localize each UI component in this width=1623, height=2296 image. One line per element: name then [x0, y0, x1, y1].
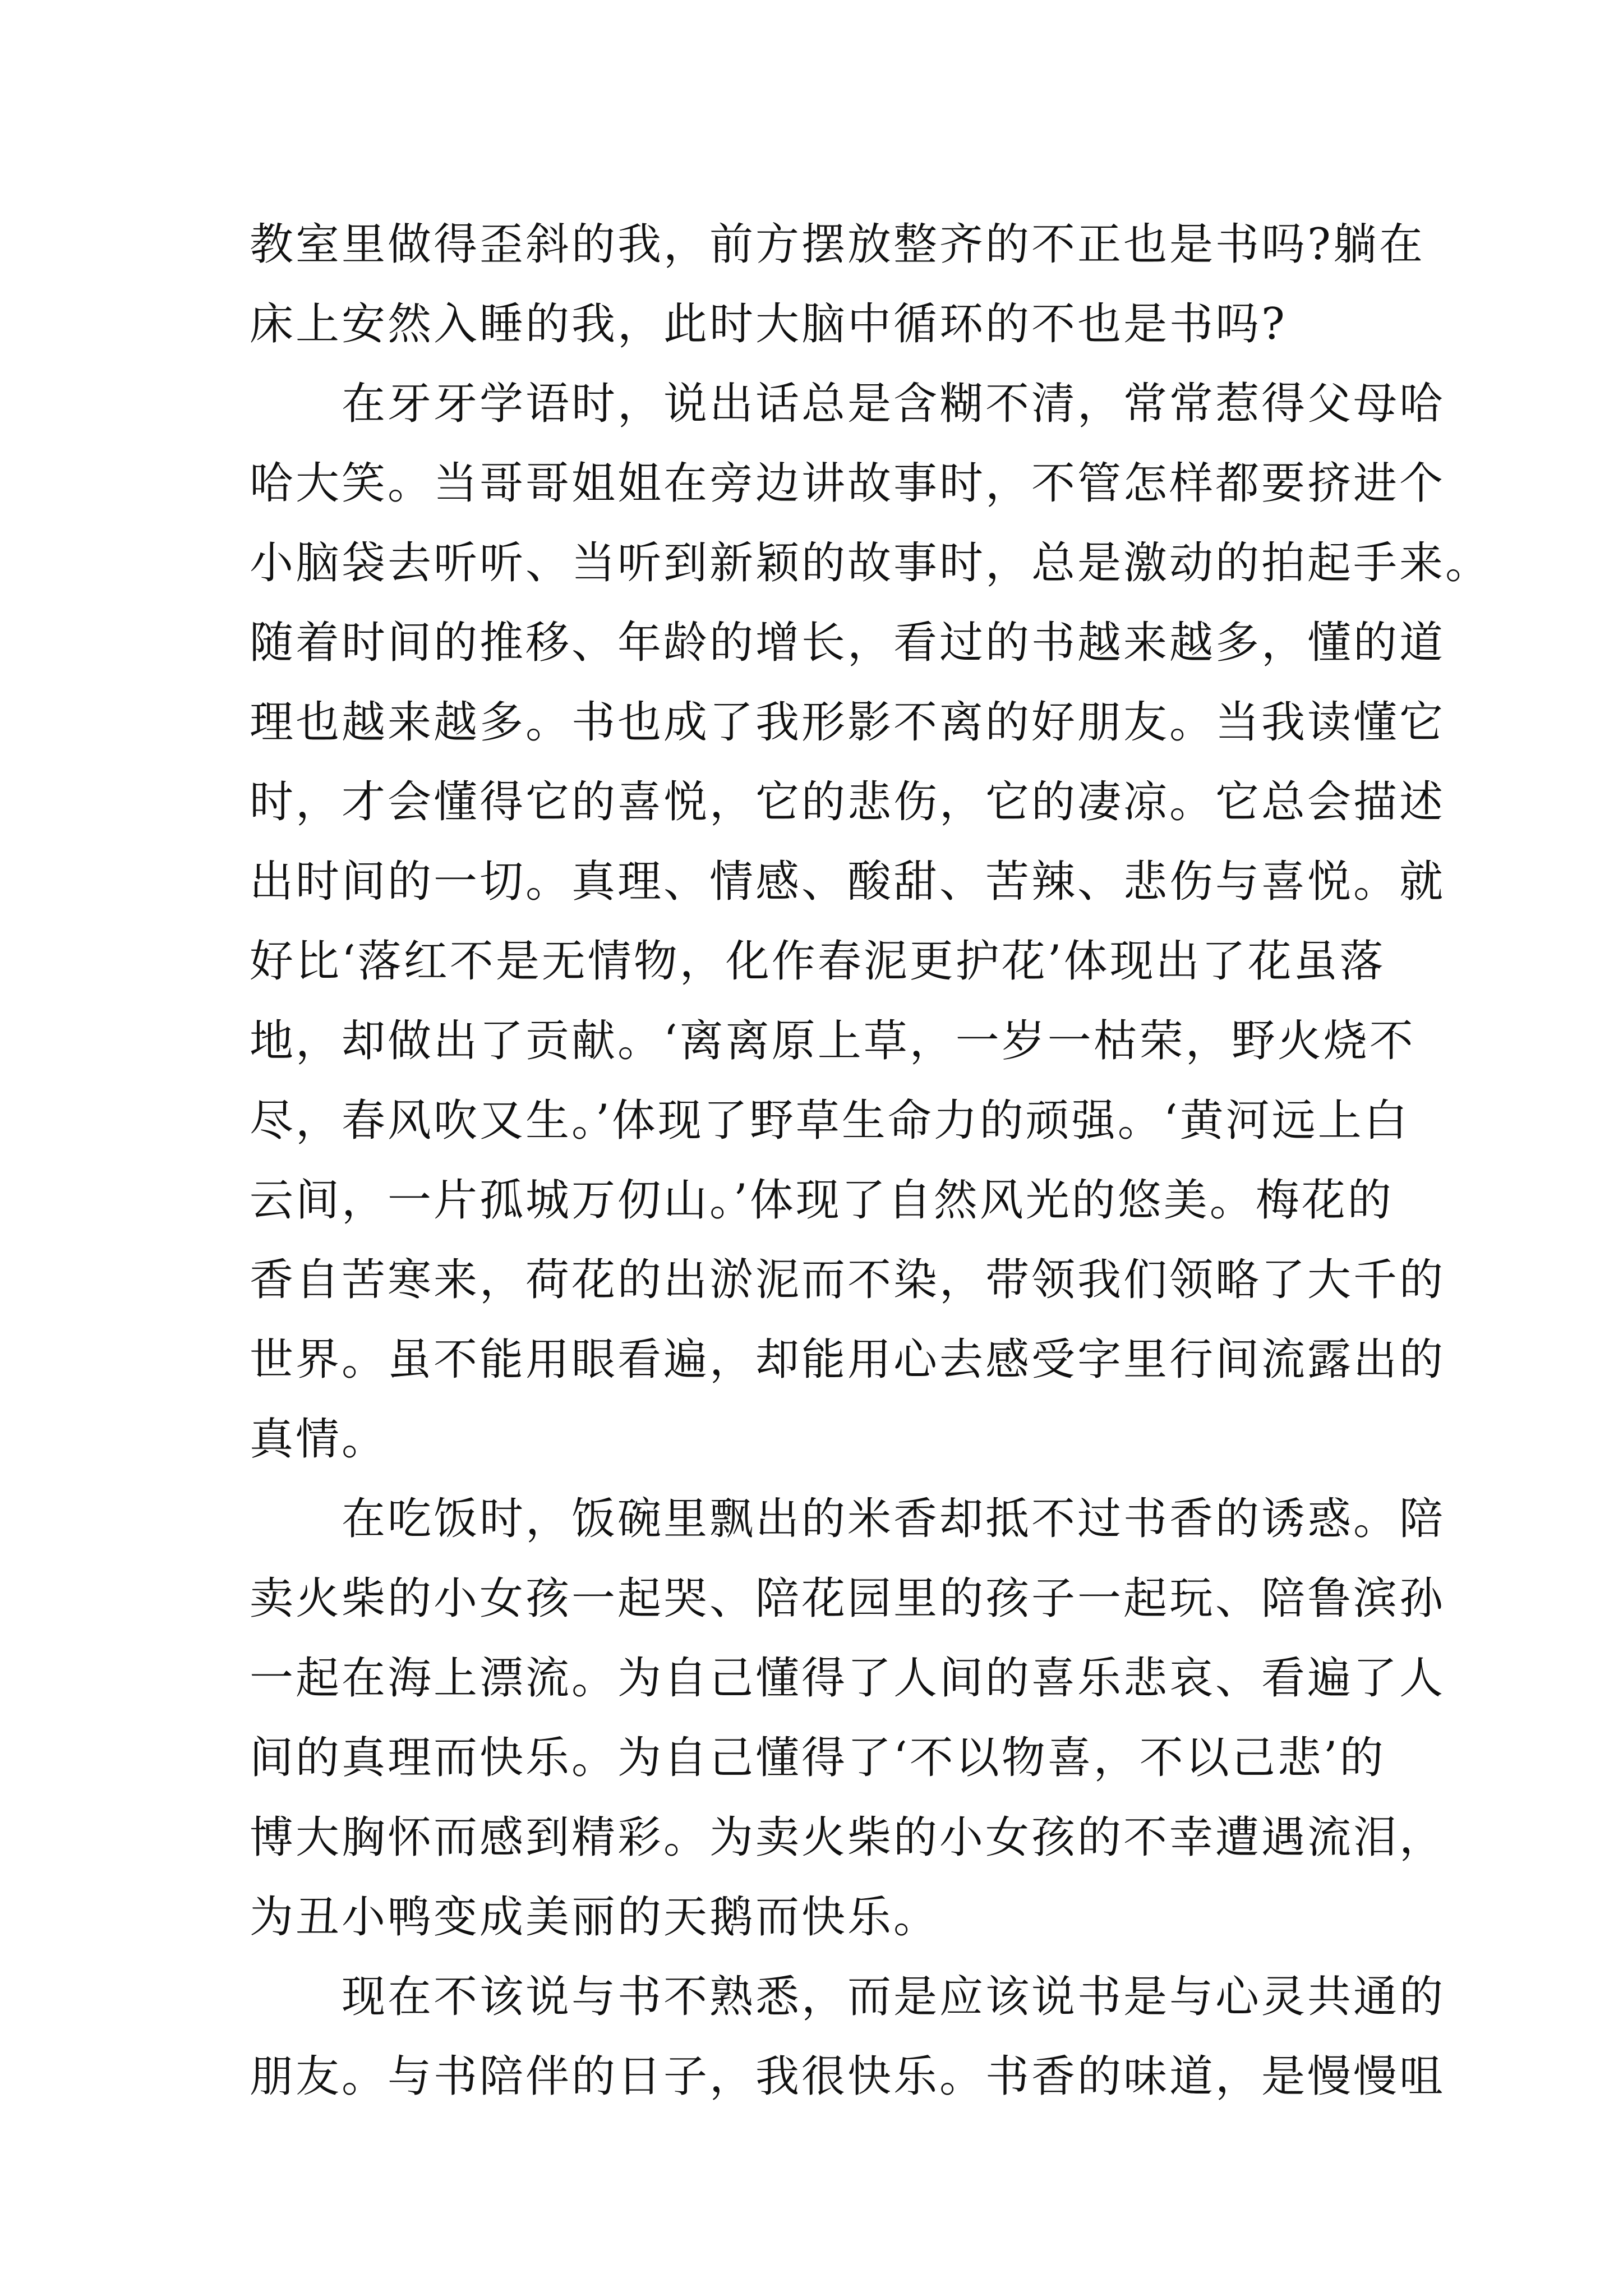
text-line: 在吃饭时，饭碗里飘出的米香却抵不过书香的诱惑。陪: [250, 1494, 1446, 1544]
text-line: 时，才会懂得它的喜悦，它的悲伤，它的凄凉。它总会描述: [250, 777, 1446, 827]
text-line: 随着时间的推移、年龄的增长，看过的书越来越多，懂的道: [250, 618, 1446, 668]
text-line: 理也越来越多。书也成了我形影不离的好朋友。当我读懂它: [250, 697, 1446, 748]
text-line: 地，却做出了贡献。‘离离原上草，一岁一枯荣，野火烧不: [250, 1016, 1415, 1066]
text-line: 博大胸怀而感到精彩。为卖火柴的小女孩的不幸遭遇流泪，: [250, 1812, 1446, 1863]
text-line: 云间，一片孤城万仞山。’体现了自然风光的悠美。梅花的: [250, 1175, 1394, 1226]
text-line: 出时间的一切。真理、情感、酸甜、苦辣、悲伤与喜悦。就: [250, 857, 1446, 907]
text-line: 尽，春风吹又生。’体现了野草生命力的顽强。‘黄河远上白: [250, 1096, 1410, 1146]
text-line: 香自苦寒来，荷花的出淤泥而不染，带领我们领略了大千的: [250, 1255, 1446, 1305]
text-line: 真情。: [250, 1414, 388, 1465]
text-line: 教室里做得歪斜的我，前方摆放整齐的不正也是书吗?躺在: [250, 219, 1425, 270]
text-line: 哈大笑。当哥哥姐姐在旁边讲故事时，不管怎样都要挤进个: [250, 458, 1446, 509]
text-line: 床上安然入睡的我，此时大脑中循环的不也是书吗?: [250, 299, 1287, 349]
text-line: 小脑袋去听听、当听到新颖的故事时，总是激动的拍起手来。: [250, 538, 1492, 588]
text-line: 世界。虽不能用眼看遍，却能用心去感受字里行间流露出的: [250, 1335, 1446, 1385]
text-line: 一起在海上漂流。为自己懂得了人间的喜乐悲哀、看遍了人: [250, 1653, 1446, 1704]
text-line: 朋友。与书陪伴的日子，我很快乐。书香的味道，是慢慢咀: [250, 2051, 1446, 2102]
text-line: 为丑小鸭变成美丽的天鹅而快乐。: [250, 1892, 940, 1943]
body-text: [250, 205, 1492, 2116]
text-line: 现在不该说与书不熟悉，而是应该说书是与心灵共通的: [250, 1972, 1446, 2022]
text-line: 间的真理而快乐。为自己懂得了‘不以物喜，不以己悲’的: [250, 1733, 1386, 1783]
text-line: 卖火柴的小女孩一起哭、陪花园里的孩子一起玩、陪鲁滨孙: [250, 1573, 1446, 1624]
text-line: 好比‘落红不是无情物，化作春泥更护花’体现出了花虽落: [250, 936, 1386, 987]
text-line: 在牙牙学语时，说出话总是含糊不清，常常惹得父母哈: [250, 379, 1446, 429]
